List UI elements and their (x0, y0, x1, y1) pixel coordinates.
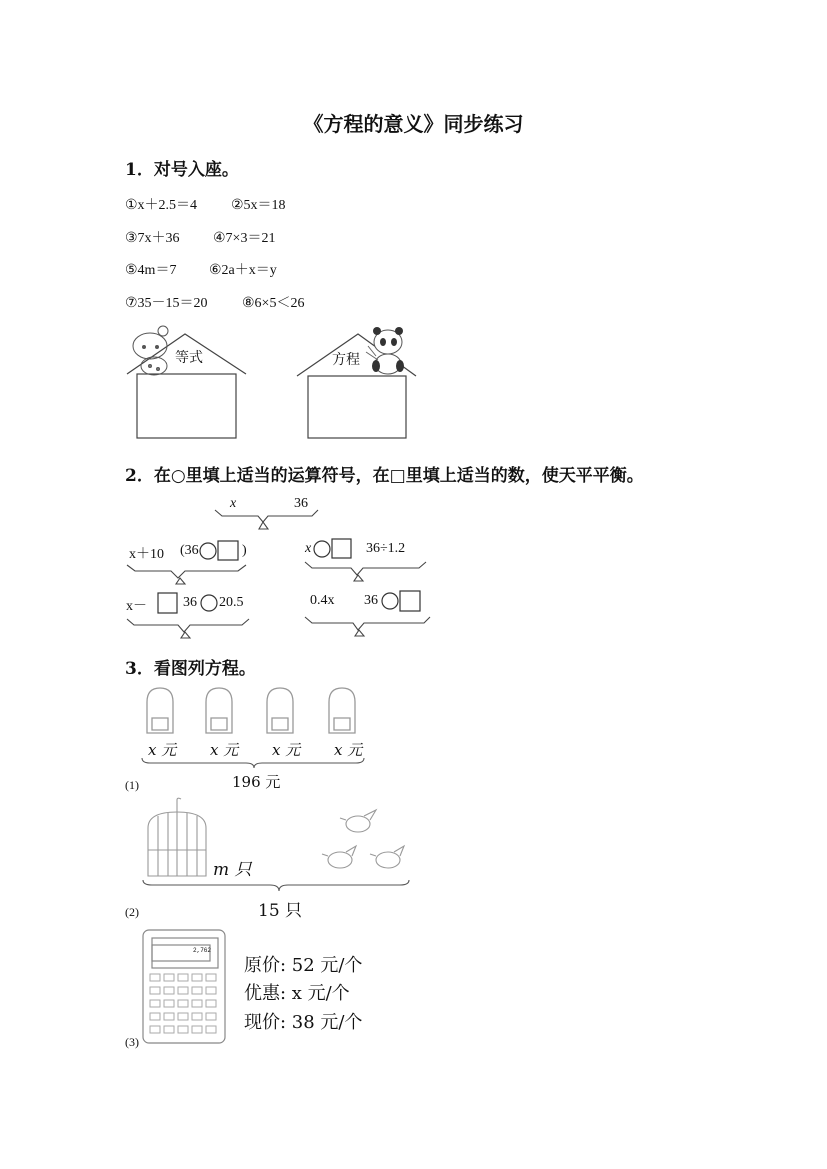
house-right-label: 方程 (332, 352, 360, 368)
calculator-keys (150, 974, 216, 1033)
balance-1 (127, 565, 246, 584)
backpack-label-3: x 元 (272, 741, 301, 759)
q3-part-1-number: (1) (125, 778, 139, 792)
answer-box-3[interactable] (158, 593, 177, 613)
q1-eq-4: ④7×3＝21 (213, 231, 276, 246)
operator-circle-1[interactable] (200, 543, 216, 559)
operator-circle-2[interactable] (314, 541, 330, 557)
price-original: 原价: 52 元/个 (244, 955, 363, 976)
q1-eq-7: ⑦35－15＝20 (125, 296, 208, 311)
scale-3-right: 36 (183, 595, 197, 610)
bird-total: 15 只 (258, 901, 303, 921)
bird-icons (322, 810, 404, 868)
panda-icon (366, 327, 404, 374)
scale-1-close: ) (242, 543, 247, 558)
operator-circle-3[interactable] (201, 595, 217, 611)
q1-eq-5: ⑤4m＝7 (125, 263, 177, 278)
scale-4-right: 36 (364, 593, 378, 608)
answer-box-1[interactable] (218, 541, 238, 560)
cage-label: m 只 (213, 860, 252, 880)
scale-1-right: (36 (180, 543, 199, 558)
q1-heading: 1．对号入座。 (125, 160, 239, 180)
page-title: 《方程的意义》同步练习 (303, 112, 524, 136)
backpack-label-4: x 元 (334, 741, 363, 759)
answer-box-4[interactable] (400, 591, 420, 611)
backpack-total: 196 元 (232, 773, 281, 791)
balance-top (215, 510, 318, 529)
house-left-label: 等式 (175, 350, 203, 366)
backpack-label-2: x 元 (210, 741, 239, 759)
scale-3-left: x－ (126, 599, 147, 614)
q1-eq-2: ②5x＝18 (231, 198, 286, 213)
q1-eq-3: ③7x＋36 (125, 231, 180, 246)
total-brace-2 (143, 880, 409, 891)
q2-heading: 2．在○里填上适当的运算符号，在□里填上适当的数，使天平平衡。 (125, 466, 644, 486)
scale-4-left: 0.4x (310, 593, 335, 608)
q1-eq-6: ⑥2a＋x＝y (209, 263, 277, 278)
price-current: 现价: 38 元/个 (244, 1012, 363, 1033)
answer-box-2[interactable] (332, 539, 351, 558)
calculator-display: 2,762 (193, 947, 212, 954)
q1-eq-1: ①x＋2.5＝4 (125, 198, 198, 213)
scale-top-left: x (230, 496, 237, 511)
scale-3-right2: 20.5 (219, 595, 244, 610)
balance-2 (305, 562, 426, 581)
scale-top-right: 36 (294, 496, 308, 511)
backpack-icons (147, 688, 355, 733)
price-discount: 优惠: x 元/个 (244, 983, 350, 1004)
scale-2-right: 36÷1.2 (366, 541, 406, 556)
q3-part-3-number: (3) (125, 1035, 139, 1049)
birdcage-icon (148, 798, 206, 876)
backpack-label-1: x 元 (148, 741, 177, 759)
balance-4 (305, 617, 430, 636)
balance-3 (127, 619, 249, 638)
q3-heading: 3．看图列方程。 (125, 659, 256, 679)
scale-1-left: x＋10 (129, 547, 164, 562)
kitty-icon (133, 326, 168, 375)
scale-2-left: x (305, 541, 312, 556)
operator-circle-4[interactable] (382, 593, 398, 609)
q1-eq-8: ⑧6×5＜26 (242, 296, 305, 311)
q3-part-2-number: (2) (125, 905, 139, 919)
